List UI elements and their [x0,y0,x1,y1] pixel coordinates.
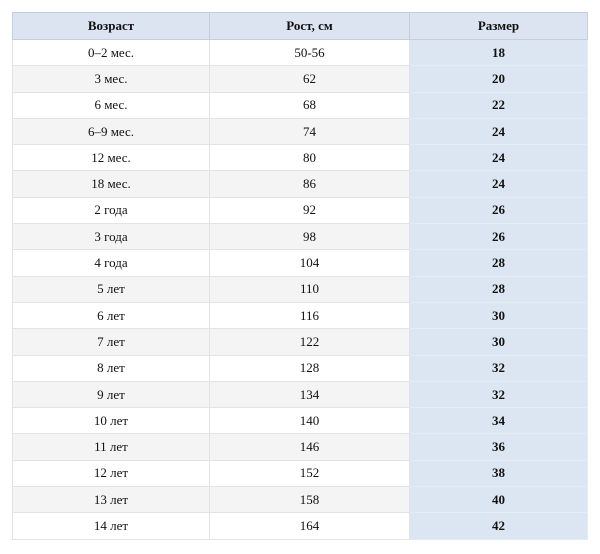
cell-height: 86 [210,171,410,197]
cell-height: 68 [210,92,410,118]
table-row [13,302,588,328]
cell-age: 14 лет [13,513,210,539]
cell-age: 18 мес. [13,171,210,197]
table-body [13,40,588,540]
cell-height: 98 [210,224,410,250]
table-row [13,171,588,197]
cell-age: 3 мес. [13,66,210,92]
cell-height: 140 [210,408,410,434]
table-row [13,408,588,434]
cell-age: 4 года [13,250,210,276]
cell-size: 32 [410,355,588,381]
size-table [12,12,588,540]
cell-size: 22 [410,92,588,118]
header-age: Возраст [13,13,210,40]
cell-size: 30 [410,329,588,355]
table-row [13,145,588,171]
table-header [13,13,588,40]
header-size: Размер [410,13,588,40]
cell-age: 3 года [13,224,210,250]
cell-height: 164 [210,513,410,539]
cell-size: 18 [410,40,588,66]
cell-size: 40 [410,487,588,513]
cell-size: 36 [410,434,588,460]
cell-size: 42 [410,513,588,539]
cell-height: 122 [210,329,410,355]
cell-size: 26 [410,224,588,250]
cell-size: 38 [410,460,588,486]
cell-height: 80 [210,145,410,171]
cell-age: 9 лет [13,381,210,407]
cell-age: 11 лет [13,434,210,460]
table-row [13,355,588,381]
table-row [13,224,588,250]
cell-size: 28 [410,276,588,302]
cell-height: 104 [210,250,410,276]
cell-age: 5 лет [13,276,210,302]
cell-age: 12 лет [13,460,210,486]
table-row [13,460,588,486]
cell-height: 152 [210,460,410,486]
cell-height: 128 [210,355,410,381]
cell-height: 50-56 [210,40,410,66]
cell-height: 146 [210,434,410,460]
cell-height: 116 [210,302,410,328]
cell-age: 10 лет [13,408,210,434]
cell-age: 0–2 мес. [13,40,210,66]
cell-height: 158 [210,487,410,513]
table-row [13,92,588,118]
table-row [13,197,588,223]
cell-size: 30 [410,302,588,328]
header-height: Рост, см [210,13,410,40]
table-row [13,381,588,407]
cell-height: 110 [210,276,410,302]
table-row [13,276,588,302]
cell-age: 7 лет [13,329,210,355]
table-row [13,118,588,144]
cell-size: 24 [410,145,588,171]
cell-height: 92 [210,197,410,223]
cell-size: 32 [410,381,588,407]
table-row [13,250,588,276]
cell-age: 13 лет [13,487,210,513]
table-row [13,329,588,355]
size-chart [12,12,587,540]
cell-age: 6 лет [13,302,210,328]
cell-age: 2 года [13,197,210,223]
cell-size: 24 [410,118,588,144]
table-row [13,66,588,92]
table-row [13,487,588,513]
cell-age: 8 лет [13,355,210,381]
cell-age: 6 мес. [13,92,210,118]
cell-age: 12 мес. [13,145,210,171]
cell-age: 6–9 мес. [13,118,210,144]
cell-size: 24 [410,171,588,197]
table-row [13,434,588,460]
table-row [13,40,588,66]
header-row [13,13,588,40]
cell-height: 62 [210,66,410,92]
cell-size: 28 [410,250,588,276]
cell-size: 34 [410,408,588,434]
cell-size: 20 [410,66,588,92]
cell-height: 134 [210,381,410,407]
table-row [13,513,588,539]
cell-height: 74 [210,118,410,144]
cell-size: 26 [410,197,588,223]
